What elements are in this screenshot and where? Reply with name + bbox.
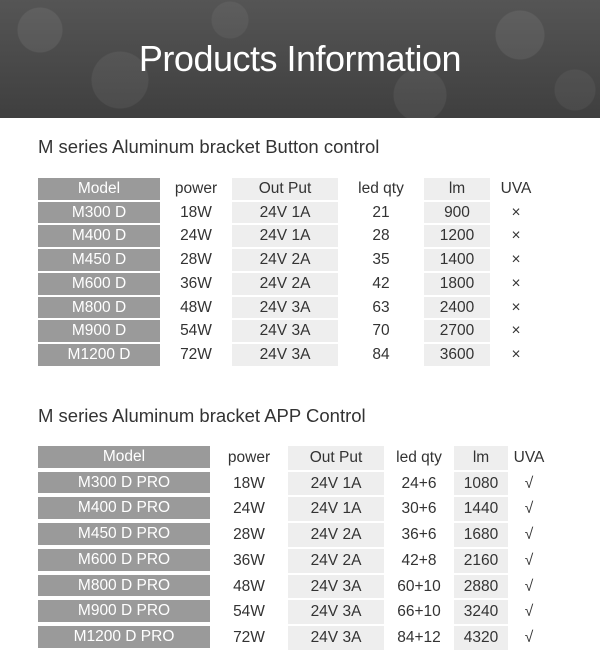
button-series-title: M series Aluminum bracket Button control [38,136,380,157]
output-cell: 24V 1A [288,497,384,521]
table-row [38,249,542,271]
power-cell: 28W [180,251,212,269]
model-cell: M400 D PRO [38,497,210,521]
output-cell: 24V 3A [232,320,338,342]
lm-cell: 1080 [454,472,508,496]
power-cell: 48W [180,298,212,316]
lm-cell: 3600 [424,344,490,366]
uva-cell: × [511,345,521,363]
power-cell: 24W [233,500,265,518]
page-title: Products Information [138,38,462,79]
model-cell: M450 D PRO [38,523,210,547]
led-qty-cell: 42 [372,274,390,292]
table-row [38,575,550,599]
lm-cell: 2160 [454,549,508,573]
uva-cell: × [511,251,521,269]
table-row [38,497,550,521]
lm-cell: 3240 [454,600,508,624]
led-qty-cell: 42+8 [401,551,437,569]
output-cell: 24V 3A [232,297,338,319]
button-series-table [38,176,542,368]
uva-cell: √ [524,551,534,569]
lm-cell: 1400 [424,249,490,271]
model-cell: M450 D [38,249,160,271]
model-cell: M400 D [38,225,160,247]
led-qty-cell: 63 [372,298,390,316]
header-power: power [227,449,271,466]
header-output: Out Put [288,446,384,470]
uva-cell: √ [524,603,534,621]
header-lm: lm [424,178,490,200]
app-series-title: M series Aluminum bracket APP Control [38,405,366,426]
power-cell: 48W [233,577,265,595]
led-qty-cell: 36+6 [401,526,437,544]
table-row [38,273,542,295]
model-cell: M300 D PRO [38,472,210,496]
output-cell: 24V 3A [288,600,384,624]
led-qty-cell: 70 [372,322,390,340]
model-cell: M800 D PRO [38,575,210,599]
uva-cell: × [511,227,521,245]
table-row [38,297,542,319]
lm-cell: 900 [424,202,490,224]
table-header-row [38,446,550,470]
table-row [38,549,550,573]
lm-cell: 1200 [424,225,490,247]
output-cell: 24V 2A [232,249,338,271]
output-cell: 24V 1A [288,472,384,496]
output-cell: 24V 2A [288,523,384,547]
lm-cell: 1800 [424,273,490,295]
header-uva: UVA [500,180,532,197]
uva-cell: × [511,203,521,221]
lm-cell: 4320 [454,626,508,650]
header-model: Model [38,178,160,200]
power-cell: 24W [180,227,212,245]
model-cell: M1200 D PRO [38,626,210,650]
led-qty-cell: 84+12 [397,628,441,646]
power-cell: 36W [233,551,265,569]
header-output: Out Put [232,178,338,200]
power-cell: 36W [180,274,212,292]
led-qty-cell: 66+10 [397,603,441,621]
table-row [38,320,542,342]
model-cell: M900 D [38,320,160,342]
power-cell: 18W [180,203,212,221]
header-led-qty: led qty [396,449,442,466]
model-cell: M300 D [38,202,160,224]
table-row [38,600,550,624]
app-series-table [38,444,550,652]
table-header-row [38,178,542,200]
led-qty-cell: 21 [372,203,390,221]
led-qty-cell: 60+10 [397,577,441,595]
led-qty-cell: 35 [372,251,390,269]
power-cell: 72W [180,345,212,363]
model-cell: M900 D PRO [38,600,210,624]
led-qty-cell: 30+6 [401,500,437,518]
header-power: power [174,180,218,197]
uva-cell: √ [524,526,534,544]
header-lm: lm [454,446,508,470]
model-cell: M600 D [38,273,160,295]
power-cell: 18W [233,474,265,492]
power-cell: 54W [233,603,265,621]
model-cell: M1200 D [38,344,160,366]
led-qty-cell: 24+6 [401,474,437,492]
uva-cell: × [511,322,521,340]
table-row [38,225,542,247]
lm-cell: 2700 [424,320,490,342]
led-qty-cell: 28 [372,227,390,245]
lm-cell: 2400 [424,297,490,319]
table-row [38,202,542,224]
uva-cell: × [511,274,521,292]
power-cell: 72W [233,628,265,646]
uva-cell: √ [524,577,534,595]
led-qty-cell: 84 [372,345,390,363]
table-row [38,344,542,366]
output-cell: 24V 3A [288,575,384,599]
output-cell: 24V 3A [232,344,338,366]
model-cell: M800 D [38,297,160,319]
lm-cell: 2880 [454,575,508,599]
model-cell: M600 D PRO [38,549,210,573]
lm-cell: 1440 [454,497,508,521]
power-cell: 28W [233,526,265,544]
output-cell: 24V 1A [232,202,338,224]
output-cell: 24V 3A [288,626,384,650]
header-uva: UVA [513,449,545,466]
uva-cell: √ [524,474,534,492]
output-cell: 24V 2A [232,273,338,295]
lm-cell: 1680 [454,523,508,547]
output-cell: 24V 1A [232,225,338,247]
uva-cell: × [511,298,521,316]
header-led-qty: led qty [358,180,404,197]
uva-cell: √ [524,628,534,646]
output-cell: 24V 2A [288,549,384,573]
uva-cell: √ [524,500,534,518]
header-banner [0,0,600,118]
table-row [38,626,550,650]
table-row [38,472,550,496]
header-model: Model [38,446,210,470]
table-row [38,523,550,547]
power-cell: 54W [180,322,212,340]
